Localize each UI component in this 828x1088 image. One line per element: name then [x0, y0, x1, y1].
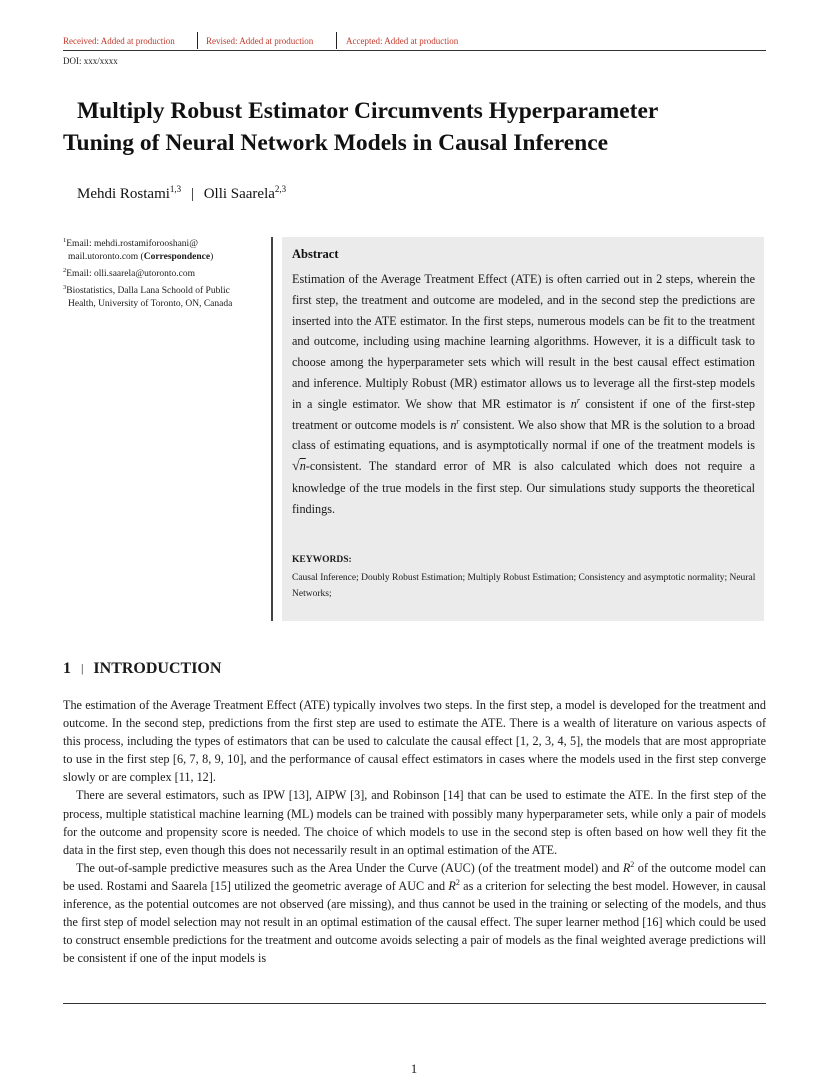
math-sup: 2 [455, 877, 460, 887]
section-title: INTRODUCTION [93, 660, 222, 677]
affiliations [63, 234, 263, 311]
paragraph: The estimation of the Average Treatment Effect (ATE) typically involves two steps. In the first step, a model is developed for the treatment and outcome. In the second step, predictions from the first step are used to estimate the ATE. There is a wealth of literature on various aspects of this process, including the types of estimators that can be used to calculate the causal effect [1, 2, 3, 4, 5], the models that are most appropriate to use in the first step [6, 7, 8, 9, 10], and the performance of causal effect estimators in cases where the models used in the first step converge slowly or are complex [11, 12]. [63, 698, 766, 785]
author-separator: | [190, 186, 194, 202]
correspondence-label: Correspondence [143, 252, 211, 263]
abstract-part: consistent if one of the first-step treatment or outcome models is [292, 396, 755, 432]
affiliation-mark: 2 [63, 267, 67, 275]
institution-cont: Health, University of Toronto, ON, Canada [68, 299, 233, 310]
accepted-date: Accepted: Added at production [346, 36, 459, 46]
math-sup: 2 [630, 859, 635, 869]
math-r: r [456, 416, 460, 426]
math-r: R [622, 860, 631, 875]
keywords-heading: KEYWORDS: [292, 555, 352, 565]
section-number: 1 [63, 660, 71, 677]
footer-rule [63, 1003, 766, 1004]
math-r: r [576, 395, 580, 405]
section-body [63, 696, 766, 967]
keywords-text: Causal Inference; Doubly Robust Estimation; Multiply Robust Estimation; Consistency and asymptotic normality; Neural Networks; [292, 573, 756, 599]
paper-title [63, 95, 763, 159]
math-n: n [299, 459, 306, 474]
doi: DOI: xxx/xxxx [63, 56, 118, 66]
header-rule [63, 50, 766, 51]
abstract-part: -consistent. The standard error of MR is also calculated which does not require a knowledge of the true models in the first step. Our simulations study supports the theoretical findings. [292, 459, 755, 516]
paragraph-part: The out-of-sample predictive measures such as the Area Under the Curve (AUC) (of the treatment model) and [76, 860, 623, 875]
production-dates-bar [63, 32, 766, 50]
section-separator: | [81, 661, 84, 675]
title-line-2: Tuning of Neural Network Models in Causal Inference [63, 130, 609, 156]
sqrt-sign: √ [292, 459, 300, 475]
abstract-part: Estimation of the Average Treatment Effect (ATE) is often carried out in 2 steps, wherein the first step, the treatment and outcome are modeled, and in the second step the predictions are inserted into the ATE estimator. In the first steps, numerous models can be fit to the treatment and outcome, including using machine learning algorithms. However, it is a difficult task to choose among the hyperparameter sets which will result in the best causal effect estimation and inference. Multiply Robust (MR) estimator allows us to leverage all the first-step models in a single estimator. We show that MR estimator is [292, 272, 755, 411]
abstract-part: consistent. We also show that MR is the solution to a broad class of estimating equations, and is asymptotically normal if one of the treatment models is [292, 417, 755, 453]
author-affiliation-mark: 2,3 [274, 184, 287, 194]
title-line-1: Multiply Robust Estimator Circumvents Hyperparameter [77, 98, 659, 124]
math-n: n [570, 396, 577, 411]
abstract-heading: Abstract [292, 247, 339, 261]
revised-date: Revised: Added at production [206, 36, 314, 46]
math-r: R [448, 878, 456, 893]
author-name: Mehdi Rostami [77, 186, 170, 202]
page-number: 1 [410, 1061, 418, 1076]
paragraph-part: of the outcome model can be used. Rostami and Saarela [15] utilized the geometric average of AUC and [63, 860, 766, 893]
received-date: Received: Added at production [63, 36, 175, 46]
author-list [77, 184, 286, 203]
abstract-rule [271, 237, 273, 621]
divider [336, 32, 337, 49]
author-affiliation-mark: 1,3 [169, 184, 182, 194]
paren: ) [210, 252, 214, 263]
section-heading [63, 660, 221, 678]
email-2: Email: olli.saarela@utoronto.com [66, 269, 196, 280]
affiliation-mark: 1 [63, 237, 67, 244]
author-name: Olli Saarela [203, 186, 275, 202]
paragraph-part: as a criterion for selecting the best model. However, in causal inference, as the potential outcomes are not observed (are missing), and thus cannot be used in the training or selecting of the models, and thus the first step of model selection may not result in an optimal estimation of the causal effect. The super learner method [16] which could be used to construct ensemble predictions for the treatment and outcome avoids selecting a pair of models as the final weighted average predictions will be consistent if one of the input models is [63, 878, 766, 966]
paragraph [63, 859, 766, 968]
divider [197, 32, 198, 49]
institution: Biostatistics, Dalla Lana Schoold of Public [66, 286, 230, 297]
email-1: Email: mehdi.rostamiforooshani@ [66, 239, 198, 250]
paragraph: There are several estimators, such as IPW [13], AIPW [3], and Robinson [14] that can be used to estimate the ATE. In the first step of the process, multiple statistical machine learning (ML) models can be trained with possibly many hyperparameter sets, while only a pair of models for the outcome and propensity score is needed. The choice of which models to use in the second step is often based on how well they fit the data in the first step, even though this does not necessarily result in an optimal estimation of the ATE. [63, 788, 766, 857]
affiliation-mark: 3 [63, 284, 67, 292]
math-n: n [450, 417, 457, 432]
email-1-cont: mail.utoronto.com ( [68, 252, 144, 263]
abstract-text [292, 269, 755, 520]
